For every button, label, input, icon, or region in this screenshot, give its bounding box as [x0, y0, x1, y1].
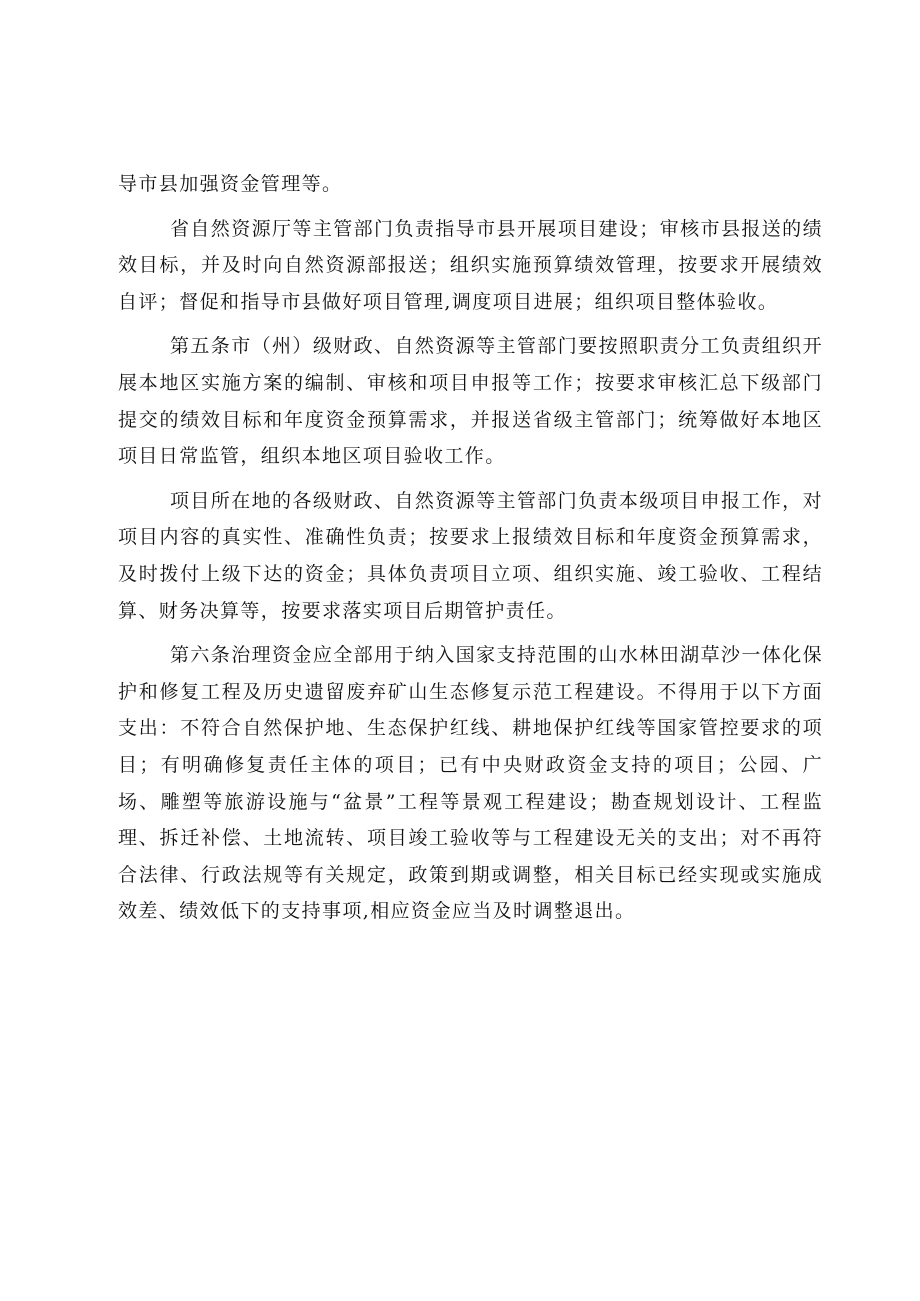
paragraph-provincial-department: 省自然资源厅等主管部门负责指导市县开展项目建设；审核市县报送的绩效目标，并及时向自然资源部报送；组织实施预算绩效管理，按要求开展绩效自评；督促和指导市县做好项目管理,调度项目进展；组织项目整体验收。 — [118, 217, 823, 313]
paragraph-continuation: 导市县加强资金管理等。 — [118, 173, 343, 195]
paragraph-article-5: 第五条市（州）级财政、自然资源等主管部门要按照职责分工负责组织开展本地区实施方案的编制、审核和项目申报等工作；按要求审核汇总下级部门提交的绩效目标和年度资金预算需求，并报送省级主管部门；统筹做好本地区项目日常监管，组织本地区项目验收工作。 — [118, 335, 823, 468]
paragraph-local-departments: 项目所在地的各级财政、自然资源等主管部门负责本级项目申报工作，对项目内容的真实性、准确性负责；按要求上报绩效目标和年度资金预算需求，及时拨付上级下达的资金；具体负责项目立项、组织实施、竣工验收、工程结算、财务决算等，按要求落实项目后期管护责任。 — [118, 489, 823, 622]
paragraph-article-6: 第六条治理资金应全部用于纳入国家支持范围的山水林田湖草沙一体化保护和修复工程及历史遗留废弃矿山生态修复示范工程建设。不得用于以下方面支出：不符合自然保护地、生态保护红线、耕地保护红线等国家管控要求的项目；有明确修复责任主体的项目；已有中央财政资金支持的项目；公园、广场、雕塑等旅游设施与“盆景”工程等景观工程建设；勘查规划设计、工程监理、拆迁补偿、土地流转、项目竣工验收等与工程建设无关的支出；对不再符合法律、行政法规等有关规定，政策到期或调整，相关目标已经实现或实施成效差、绩效低下的支持事项,相应资金应当及时调整退出。 — [118, 644, 823, 923]
document-body — [118, 166, 823, 930]
